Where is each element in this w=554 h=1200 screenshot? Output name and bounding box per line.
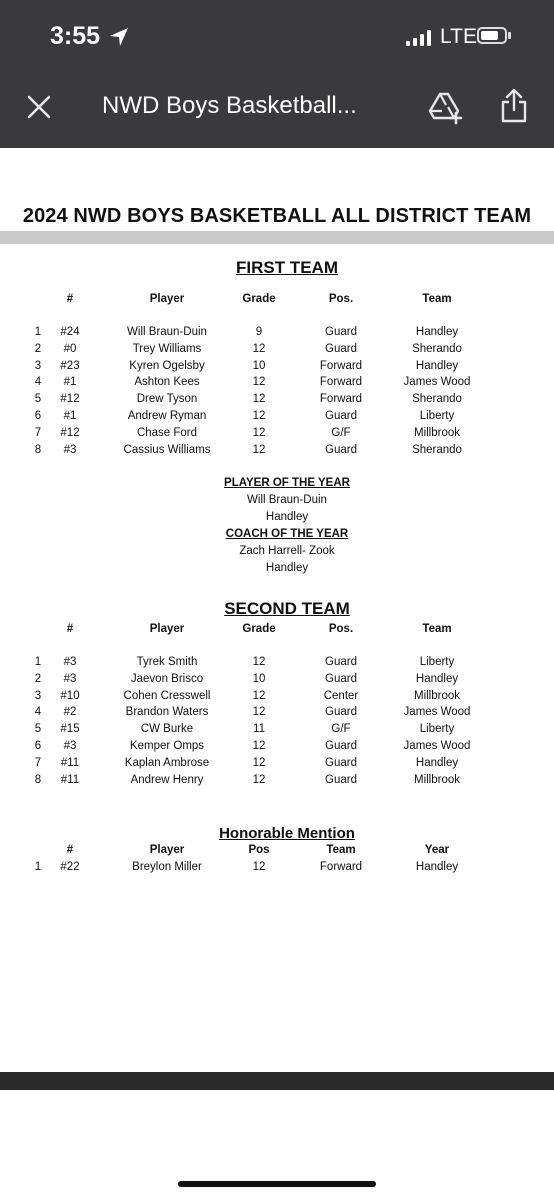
second-team-cell: Center — [323, 689, 359, 702]
first-team-cell: #3 — [63, 443, 77, 456]
first-team-cell: Ashton Kees — [134, 376, 200, 389]
first-team-cell: Handley — [415, 326, 459, 338]
home-indicator — [178, 1181, 376, 1187]
second-team-cell: Liberty — [419, 656, 455, 668]
second-team-cell: James Wood — [403, 706, 471, 719]
second-team-cell: 4 — [34, 706, 42, 719]
first-team-cell: Guard — [325, 326, 357, 338]
honorable-mention-cell: 12 — [252, 861, 266, 873]
coach-of-year-name: Zach Harrell- Zook — [239, 545, 335, 557]
first-team-cell: Forward — [319, 376, 363, 389]
second-team-cell: Millbrook — [413, 773, 461, 786]
second-team-cell: 10 — [252, 672, 266, 685]
honorable-mention-column-header: Team — [326, 844, 356, 856]
first-team-cell: G/F — [331, 426, 351, 439]
second-team-cell: Liberty — [419, 723, 455, 736]
first-team-cell: 10 — [252, 359, 266, 372]
first-team-cell: 2 — [34, 342, 42, 355]
second-team-column-header: Pos. — [328, 623, 354, 635]
first-team-cell: 4 — [34, 376, 42, 389]
first-team-cell: #24 — [60, 326, 80, 338]
first-team-cell: 12 — [252, 426, 266, 439]
first-team-cell: James Wood — [403, 376, 471, 389]
page-end-bar — [0, 1072, 554, 1090]
first-team-cell: Sherando — [412, 393, 462, 406]
first-team-column-header: Grade — [242, 293, 276, 305]
first-team-cell: 6 — [34, 410, 42, 422]
second-team-cell: James Wood — [403, 740, 471, 752]
second-team-cell: Guard — [325, 706, 357, 719]
document-page — [0, 148, 554, 1072]
player-of-year-heading: PLAYER OF THE YEAR — [224, 477, 350, 489]
first-team-cell: Forward — [319, 393, 363, 406]
second-team-cell: Guard — [325, 656, 357, 668]
first-team-column-header: # — [66, 293, 74, 305]
first-team-cell: 12 — [252, 443, 266, 456]
second-team-cell: Handley — [415, 756, 459, 769]
first-team-cell: Chase Ford — [136, 426, 198, 439]
first-team-cell: 12 — [252, 376, 266, 389]
first-team-cell: #0 — [63, 342, 77, 355]
network-type: LTE — [440, 25, 477, 48]
first-team-cell: Guard — [325, 443, 357, 456]
second-team-cell: #11 — [60, 773, 80, 786]
second-team-cell: Kemper Omps — [129, 740, 205, 752]
second-team-cell: 12 — [252, 773, 266, 786]
second-team-cell: #11 — [60, 756, 80, 769]
first-team-cell: 12 — [252, 393, 266, 406]
honorable-mention-heading: Honorable Mention — [219, 825, 355, 842]
first-team-cell: #23 — [60, 359, 80, 372]
first-team-cell: Kyren Ogelsby — [129, 359, 205, 372]
first-team-cell: 1 — [34, 326, 42, 338]
second-team-cell: #2 — [63, 706, 77, 719]
second-team-cell: 5 — [34, 723, 42, 736]
first-team-heading: FIRST TEAM — [236, 258, 338, 277]
first-team-cell: Millbrook — [413, 426, 461, 439]
second-team-cell: Handley — [415, 672, 459, 685]
add-to-drive-icon[interactable] — [428, 91, 464, 125]
close-icon[interactable] — [26, 94, 52, 120]
second-team-cell: Guard — [325, 672, 357, 685]
second-team-cell: Cohen Cresswell — [123, 689, 211, 702]
second-team-cell: Jaevon Brisco — [130, 672, 204, 685]
second-team-cell: #3 — [63, 740, 77, 752]
honorable-mention-column-header: Player — [149, 844, 185, 856]
second-team-cell: #3 — [63, 672, 77, 685]
second-team-cell: 12 — [252, 656, 266, 668]
coach-of-year-heading: COACH OF THE YEAR — [225, 528, 349, 540]
battery-icon — [477, 27, 507, 44]
first-team-cell: 5 — [34, 393, 42, 406]
first-team-cell: Forward — [319, 359, 363, 372]
first-team-column-header: Player — [149, 293, 185, 305]
honorable-mention-column-header: # — [66, 844, 74, 856]
status-time: 3:55 — [50, 22, 101, 50]
first-team-cell: 7 — [34, 426, 42, 439]
first-team-cell: Sherando — [412, 443, 462, 456]
second-team-cell: 6 — [34, 740, 42, 752]
honorable-mention-column-header: Year — [424, 844, 450, 856]
second-team-cell: Guard — [325, 773, 357, 786]
second-team-cell: 12 — [252, 689, 266, 702]
second-team-cell: 7 — [34, 756, 42, 769]
honorable-mention-column-header: Pos — [248, 844, 270, 856]
second-team-cell: 12 — [252, 756, 266, 769]
second-team-cell: Millbrook — [413, 689, 461, 702]
second-team-column-header: Team — [422, 623, 452, 635]
honorable-mention-cell: Handley — [415, 861, 459, 873]
second-team-cell: #10 — [60, 689, 80, 702]
second-team-cell: G/F — [331, 723, 351, 736]
first-team-cell: 12 — [252, 410, 266, 422]
signal-icon — [406, 30, 434, 46]
second-team-column-header: Grade — [242, 623, 276, 635]
first-team-cell: #12 — [60, 393, 80, 406]
document-title: NWD Boys Basketball... — [102, 92, 357, 119]
second-team-cell: 2 — [34, 672, 42, 685]
second-team-column-header: Player — [149, 623, 185, 635]
first-team-cell: 8 — [34, 443, 42, 456]
second-team-cell: 11 — [253, 723, 265, 736]
first-team-cell: #1 — [63, 410, 77, 422]
first-team-column-header: Pos. — [328, 293, 354, 305]
second-team-cell: #3 — [63, 656, 77, 668]
page-title: 2024 NWD BOYS BASKETBALL ALL DISTRICT TEAM — [22, 205, 532, 227]
first-team-cell: Handley — [415, 359, 459, 372]
share-icon[interactable] — [500, 88, 528, 124]
second-team-cell: 12 — [252, 706, 266, 719]
first-team-cell: 12 — [252, 342, 266, 355]
second-team-cell: Tyrek Smith — [136, 656, 198, 668]
first-team-cell: Drew Tyson — [136, 393, 198, 406]
second-team-cell: 3 — [34, 689, 42, 702]
battery-tip — [508, 32, 511, 39]
second-team-cell: CW Burke — [140, 723, 194, 736]
second-team-cell: Andrew Henry — [130, 773, 204, 786]
first-team-cell: #1 — [63, 376, 77, 389]
honorable-mention-cell: Breylon Miller — [132, 861, 202, 873]
second-team-cell: #15 — [60, 723, 80, 736]
second-team-cell: Guard — [325, 756, 357, 769]
second-team-heading: SECOND TEAM — [224, 599, 350, 618]
first-team-cell: 9 — [255, 326, 263, 338]
location-arrow-icon — [108, 26, 130, 48]
second-team-cell: 8 — [34, 773, 42, 786]
second-team-cell: Guard — [325, 740, 357, 752]
honorable-mention-cell: 1 — [34, 861, 42, 873]
first-team-cell: Liberty — [419, 410, 455, 422]
first-team-cell: Sherando — [412, 342, 462, 355]
honorable-mention-cell: Forward — [319, 861, 363, 873]
coach-of-year-team: Handley — [265, 562, 309, 574]
second-team-cell: 12 — [252, 740, 266, 752]
first-team-cell: 3 — [34, 359, 42, 372]
first-team-cell: #12 — [60, 426, 80, 439]
player-of-year-name: Will Braun-Duin — [247, 494, 327, 506]
second-team-cell: Brandon Waters — [125, 706, 209, 719]
first-team-cell: Will Braun-Duin — [127, 326, 207, 338]
second-team-column-header: # — [66, 623, 74, 635]
first-team-cell: Guard — [325, 342, 357, 355]
first-team-cell: Cassius Williams — [123, 443, 211, 456]
viewer-header — [0, 0, 554, 148]
title-divider — [0, 231, 554, 244]
first-team-cell: Guard — [325, 410, 357, 422]
player-of-year-team: Handley — [265, 511, 309, 523]
second-team-cell: 1 — [34, 656, 42, 668]
second-team-cell: Kaplan Ambrose — [124, 756, 210, 769]
first-team-column-header: Team — [422, 293, 452, 305]
first-team-cell: Trey Williams — [132, 342, 202, 355]
honorable-mention-cell: #22 — [60, 861, 80, 873]
first-team-cell: Andrew Ryman — [127, 410, 207, 422]
